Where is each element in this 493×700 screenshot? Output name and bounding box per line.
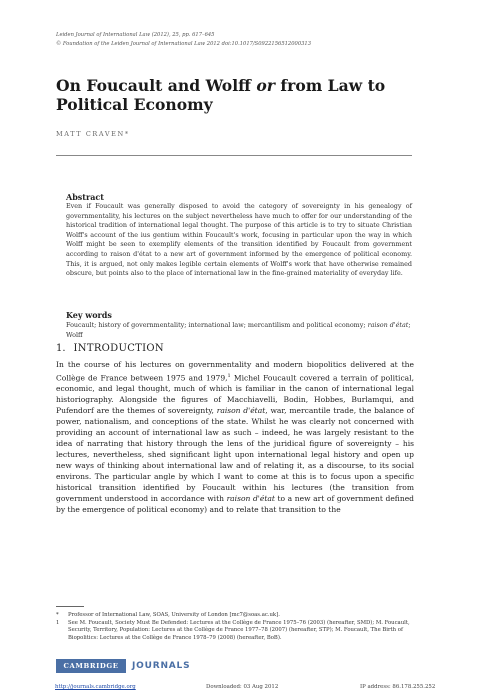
section-title: INTRODUCTION	[73, 343, 164, 354]
footnotes	[56, 612, 412, 642]
body-text	[56, 360, 414, 516]
download-footer	[0, 682, 493, 700]
footnote-ref-1[interactable]: 1	[227, 372, 231, 379]
body-segment-b: Michel Foucault covered a terrain of political, economic, and legal thought, much of which is familiar in the canon of international legal historiography. Alongside the figures of Macchiavelli, Bodin, Hobbes, Burlamqui, and Pufendorf are the themes of sovereignty,	[56, 373, 414, 416]
keywords-part1: Foucault; history of governmentality; international law; mercantilism and political economy;	[66, 321, 366, 329]
footnote-item	[56, 612, 412, 620]
download-date: Downloaded: 03 Aug 2012	[206, 684, 279, 690]
journal-copyright-doi: © Foundation of the Leiden Journal of International Law 2012 doi:10.1017/S0922156512000313	[56, 41, 312, 47]
footnote-text: Professor of International Law, SOAS, University of London [mc7@soas.ac.uk].	[68, 612, 280, 618]
keywords-text	[66, 321, 412, 340]
body-segment-c: , war, mercantile trade, the balance of power, nationalism, and conceptions of the state. Whilst he was clearly not concerned with providing an account of international law as such – indeed, he was largely resistant to the idea of narrating that history through the lens of the juridical figure of sovereignty – his lectures, nevertheless, shed significant light upon international legal history and open up new ways of thinking about international law and of relating it, as a discourse, to its social environs. The particular angle by which I want to come at this is to focus upon a specific historical transition identified by Foucault within his lectures (the transition from government understood in accordance with	[56, 406, 414, 503]
abstract-heading: Abstract	[66, 192, 104, 202]
footnote-text: See M. Foucault, Society Must Be Defended: Lectures at the Collège de France 1975–76 (2003) (hereafter, SMD); M. Foucault, Security, Territory, Population: Lectures at the Collège de France 1977–78 (2007) (hereafter, STP); M. Foucault, The Birth of Biopolitics: Lectures at the Collège de France 1978–79 (2008) (hereafter, BoB).	[68, 619, 410, 641]
logo-publisher: CAMBRIDGE	[56, 659, 126, 673]
body-segment-a: In the course of his lectures on governmentality and modern biopolitics delivered at the Collège de France between 1975 and 1979,	[56, 360, 414, 383]
logo-product: JOURNALS	[128, 659, 218, 673]
ip-address: IP address: 86.178.255.252	[360, 684, 436, 690]
author-name: MATT CRAVEN*	[56, 130, 130, 138]
title-line2: Political Economy	[56, 95, 213, 114]
footnote-item	[56, 620, 412, 643]
body-paragraph	[56, 360, 414, 516]
keywords-heading: Key words	[66, 310, 112, 320]
journals-link[interactable]: http://journals.cambridge.org	[55, 684, 136, 690]
keywords-part2: ; Wolff	[66, 321, 411, 339]
journal-citation: Leiden Journal of International Law (2012), 25, pp. 617–645	[56, 32, 215, 38]
body-segment-d: to a new art of government defined by the emergence of political economy) and to relate that transition to the	[56, 493, 415, 514]
title-part1: On Foucault and Wolff	[56, 76, 257, 95]
body-italic-raison-1: raison d'état	[216, 406, 266, 416]
footnote-mark: *	[56, 612, 59, 618]
title-divider	[56, 155, 412, 156]
footnote-mark: 1	[56, 619, 60, 626]
footnote-divider	[56, 606, 84, 607]
section-heading	[56, 343, 164, 354]
section-number: 1.	[56, 343, 66, 354]
cambridge-journals-logo[interactable]	[56, 659, 214, 673]
abstract-text: Even if Foucault was generally disposed to avoid the category of sovereignty in his genealogy of governmentality, his lectures on the subject nevertheless have much to offer for our understanding of the historical tradition of international legal thought. The purpose of this article is to try to situate Christian Wolff's account of the ius gentium within Foucault's work, focusing in particular upon the way in which Wolff might be seen to exemplify elements of the transition identified by Foucault from government according to raison d'état to a new art of government informed by the emergence of political economy. This, it is argued, not only makes legible certain elements of Wolff's work that have otherwise remained obscure, but points also to the place of international law in the fine-grained materiality of everyday life.	[66, 202, 412, 278]
article-title	[56, 76, 446, 114]
body-italic-raison-2: raison d'état	[226, 493, 275, 503]
title-part2: from Law to	[275, 76, 386, 95]
title-or: or	[256, 76, 275, 95]
keywords-raison: raison d'état	[367, 321, 409, 329]
